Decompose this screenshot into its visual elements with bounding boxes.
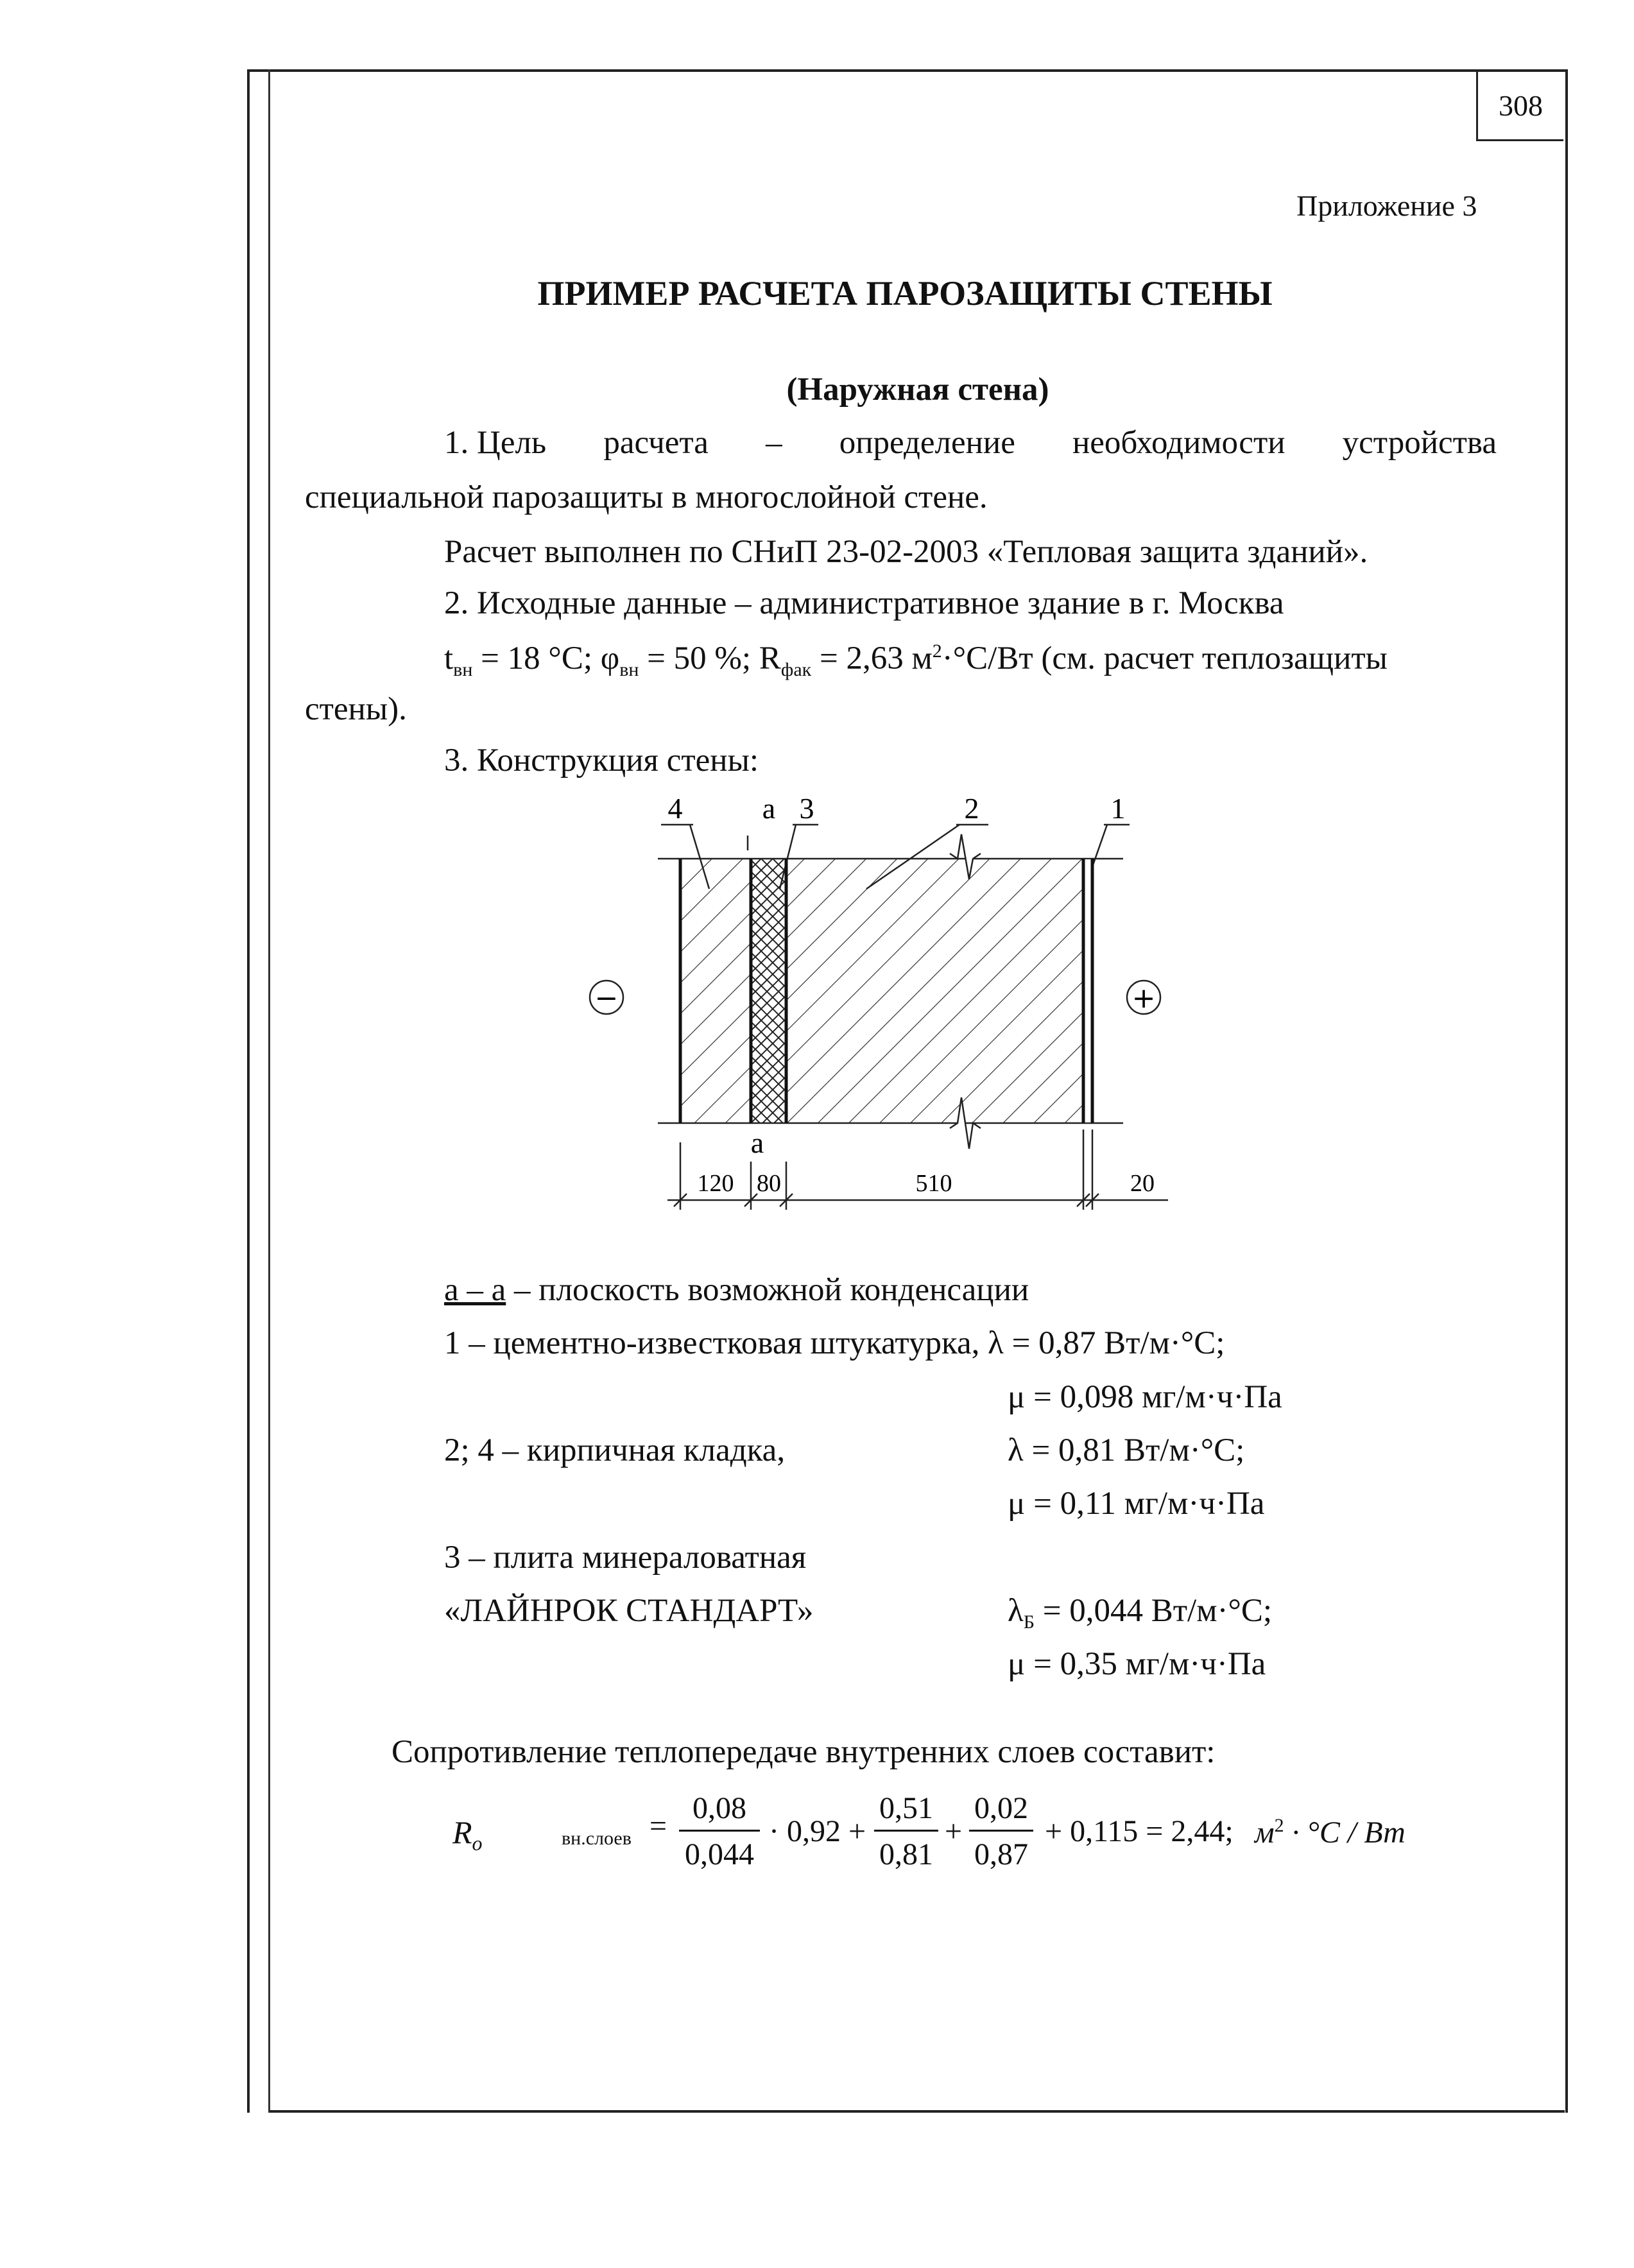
phi-subscript: вн <box>619 659 639 681</box>
lambda-symbol: λ <box>1008 1593 1024 1629</box>
r-value: = 2,63 м <box>811 640 933 676</box>
formula-unit-rest: · °С / Вт <box>1291 1816 1406 1850</box>
construction-heading: 3. Конструкция стены: <box>444 743 759 778</box>
svg-text:−: − <box>594 982 619 1015</box>
goal-word: 1. Цель <box>444 425 547 461</box>
source-data-text: 2. Исходные данные – административное здание в г. Москва <box>444 585 1284 621</box>
layer-2-brick <box>786 859 1083 1123</box>
params-line-2: стены). <box>305 691 407 727</box>
fraction-2 <box>874 1791 938 1872</box>
t-symbol: t <box>444 640 454 676</box>
goal-line-2: специальной парозащиты в многослойной стене. <box>305 479 988 515</box>
fraction-3-denominator: 0,87 <box>974 1837 1028 1871</box>
r-symbol: R <box>759 640 781 676</box>
goal-word: – <box>766 425 782 461</box>
layer-label-4: 4 <box>667 792 683 825</box>
formula-r-subscript: o <box>472 1832 483 1855</box>
dimension-80: 80 <box>757 1170 781 1197</box>
basis-text: Расчет выполнен по СНиП 23-02-2003 «Тепловая защита зданий». <box>444 534 1368 570</box>
layer-label-3: 3 <box>799 792 814 825</box>
legend-item-3-line-2: «ЛАЙНРОК СТАНДАРТ» <box>444 1593 814 1629</box>
legend-plane-label: а – а <box>444 1272 506 1308</box>
r-unit: ·°С/Вт (см. расчет теплозащиты <box>942 640 1388 676</box>
legend-item-2: 2; 4 – кирпичная кладка, <box>444 1432 786 1468</box>
legend-item-1-mu: μ = 0,098 мг/м·ч·Па <box>1008 1379 1282 1415</box>
formula-tail: + 0,115 = 2,44; <box>1045 1814 1234 1848</box>
t-subscript: вн <box>453 659 473 681</box>
r-subscript: фак <box>780 659 812 681</box>
lambda-subscript: Б <box>1023 1611 1035 1633</box>
resistance-heading: Сопротивление теплопередаче внутренних слоев составит: <box>391 1734 1216 1770</box>
plus-sign-icon <box>1127 981 1160 1015</box>
appendix-label: Приложение 3 <box>1296 189 1477 222</box>
fraction-2-denominator: 0,81 <box>879 1837 933 1871</box>
legend-item-1: 1 – цементно-известковая штукатурка, λ = 0,87 Вт/м·°С; <box>444 1325 1225 1361</box>
page-title: ПРИМЕР РАСЧЕТА ПАРОЗАЩИТЫ СТЕНЫ <box>537 274 1273 313</box>
fraction-3-numerator: 0,02 <box>969 1791 1033 1832</box>
lambda-value: = 0,044 Вт/м·°С; <box>1034 1593 1273 1629</box>
layer-4-brick <box>680 859 751 1123</box>
goal-word: определение <box>839 425 1015 461</box>
params-line <box>444 642 1497 680</box>
dimension-510: 510 <box>915 1170 952 1197</box>
frame-bottom-line <box>270 2110 1565 2113</box>
phi-value: = 50 %; <box>639 640 759 676</box>
svg-text:+: + <box>1131 982 1156 1015</box>
formula-mult: · 0,92 + <box>769 1814 866 1848</box>
formula-index: вн.слоев <box>562 1828 632 1849</box>
legend-item-3-mu: μ = 0,35 мг/м·ч·Па <box>1008 1646 1266 1682</box>
fraction-1-denominator: 0,044 <box>685 1837 754 1871</box>
page-number: 308 <box>1476 72 1563 141</box>
fraction-2-numerator: 0,51 <box>874 1791 938 1832</box>
fraction-1 <box>679 1791 760 1872</box>
layer-label-1: 1 <box>1110 792 1126 825</box>
legend-plane-text: – плоскость возможной конденсации <box>506 1272 1029 1308</box>
legend-item-3-line-1: 3 – плита минераловатная <box>444 1540 807 1576</box>
goal-word: устройства <box>1342 425 1497 461</box>
goal-word: необходимости <box>1072 425 1286 461</box>
goal-line-1 <box>444 427 1497 460</box>
plane-marker-a-bottom: а <box>750 1126 764 1159</box>
legend-item-2-mu: μ = 0,11 мг/м·ч·Па <box>1008 1486 1265 1522</box>
fraction-3 <box>969 1791 1033 1872</box>
r-superscript: 2 <box>932 640 942 662</box>
page-subtitle: (Наружная стена) <box>786 372 1049 408</box>
layer-label-a-top: а <box>762 792 776 825</box>
fraction-1-numerator: 0,08 <box>679 1791 760 1832</box>
legend-plane <box>444 1274 1029 1307</box>
layer-3-insulation <box>751 859 786 1123</box>
formula-r-symbol: $R_o$ <box>452 1814 483 1855</box>
phi-symbol: φ <box>600 640 620 676</box>
wall-section-diagram <box>565 789 1181 1226</box>
dimension-120: 120 <box>697 1170 734 1197</box>
minus-sign-icon <box>590 981 623 1015</box>
layer-label-2: 2 <box>964 792 979 825</box>
dimension-20: 20 <box>1130 1170 1155 1197</box>
formula-plus: + <box>945 1814 963 1848</box>
formula-unit-superscript: 2 <box>1274 1815 1284 1836</box>
formula-unit: $м^2 \cdot ^\circ С$ / Вт <box>1255 1815 1406 1850</box>
t-value: = 18 °С; <box>472 640 601 676</box>
formula-equals: = <box>649 1809 667 1843</box>
goal-word: расчета <box>603 425 709 461</box>
legend-item-2-lambda: λ = 0,81 Вт/м·°С; <box>1008 1432 1245 1468</box>
legend-item-3-lambda <box>1008 1595 1272 1632</box>
